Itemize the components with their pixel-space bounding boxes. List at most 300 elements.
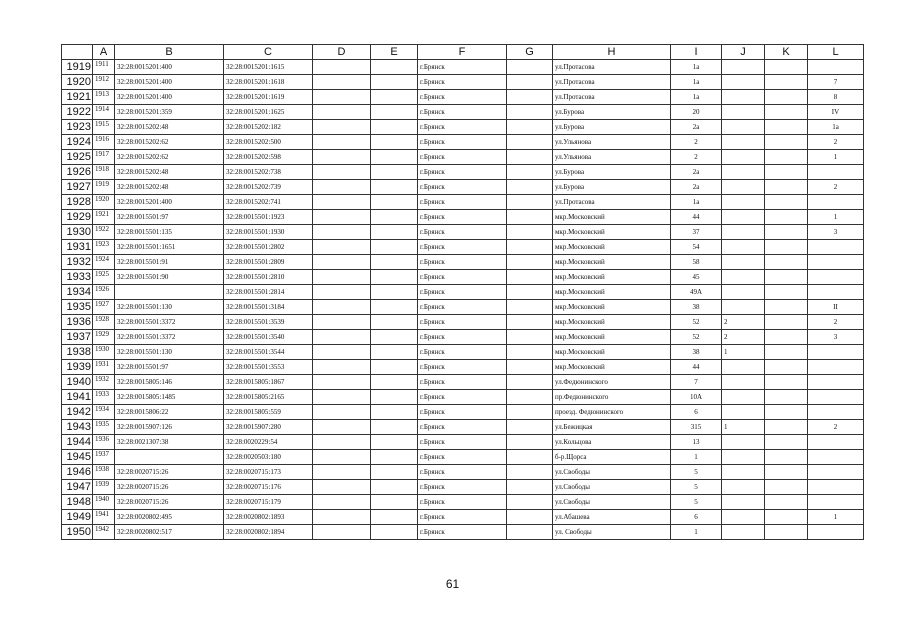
row-number[interactable]: 1929 xyxy=(62,210,93,225)
cell-j[interactable] xyxy=(722,360,765,375)
cell-h[interactable]: мкр.Московский xyxy=(553,345,671,360)
cell-f[interactable]: г.Брянск xyxy=(418,465,507,480)
cell-h[interactable]: мкр.Московский xyxy=(553,300,671,315)
cell-e[interactable] xyxy=(371,120,418,135)
cell-d[interactable] xyxy=(313,330,371,345)
cell-i[interactable]: 2 xyxy=(671,135,722,150)
row-number[interactable]: 1922 xyxy=(62,105,93,120)
cell-e[interactable] xyxy=(371,75,418,90)
cell-f[interactable]: г.Брянск xyxy=(418,120,507,135)
cell-a[interactable]: 1914 xyxy=(93,105,115,120)
cell-d[interactable] xyxy=(313,300,371,315)
cell-f[interactable]: г.Брянск xyxy=(418,480,507,495)
cell-j[interactable] xyxy=(722,120,765,135)
cell-i[interactable]: 45 xyxy=(671,270,722,285)
cell-e[interactable] xyxy=(371,105,418,120)
row-number[interactable]: 1930 xyxy=(62,225,93,240)
row-number[interactable]: 1932 xyxy=(62,255,93,270)
cell-e[interactable] xyxy=(371,225,418,240)
cell-f[interactable]: г.Брянск xyxy=(418,90,507,105)
cell-a[interactable]: 1924 xyxy=(93,255,115,270)
cell-b[interactable]: 32:28:0015202:62 xyxy=(115,150,224,165)
cell-k[interactable] xyxy=(765,180,808,195)
cell-l[interactable]: II xyxy=(808,300,864,315)
cell-d[interactable] xyxy=(313,450,371,465)
cell-h[interactable]: ул.Абашева xyxy=(553,510,671,525)
cell-d[interactable] xyxy=(313,90,371,105)
cell-b[interactable] xyxy=(115,450,224,465)
cell-a[interactable]: 1941 xyxy=(93,510,115,525)
cell-e[interactable] xyxy=(371,165,418,180)
cell-g[interactable] xyxy=(507,165,553,180)
cell-f[interactable]: г.Брянск xyxy=(418,210,507,225)
cell-f[interactable]: г.Брянск xyxy=(418,270,507,285)
cell-a[interactable]: 1930 xyxy=(93,345,115,360)
cell-a[interactable]: 1940 xyxy=(93,495,115,510)
cell-a[interactable]: 1936 xyxy=(93,435,115,450)
cell-d[interactable] xyxy=(313,345,371,360)
cell-d[interactable] xyxy=(313,495,371,510)
cell-g[interactable] xyxy=(507,300,553,315)
cell-c[interactable]: 32:28:0020802:1894 xyxy=(224,525,313,540)
cell-a[interactable]: 1939 xyxy=(93,480,115,495)
cell-h[interactable]: мкр.Московский xyxy=(553,285,671,300)
cell-e[interactable] xyxy=(371,480,418,495)
cell-h[interactable]: проезд. Федюнинского xyxy=(553,405,671,420)
cell-a[interactable]: 1917 xyxy=(93,150,115,165)
cell-h[interactable]: ул.Свободы xyxy=(553,480,671,495)
cell-j[interactable] xyxy=(722,90,765,105)
column-header-b[interactable]: B xyxy=(115,45,224,60)
cell-k[interactable] xyxy=(765,495,808,510)
cell-h[interactable]: мкр.Московский xyxy=(553,330,671,345)
cell-i[interactable]: 5 xyxy=(671,465,722,480)
cell-g[interactable] xyxy=(507,360,553,375)
cell-h[interactable]: мкр.Московский xyxy=(553,315,671,330)
cell-b[interactable]: 32:28:0015202:48 xyxy=(115,180,224,195)
cell-f[interactable]: г.Брянск xyxy=(418,375,507,390)
cell-k[interactable] xyxy=(765,270,808,285)
cell-c[interactable]: 32:28:0015501:2814 xyxy=(224,285,313,300)
cell-f[interactable]: г.Брянск xyxy=(418,195,507,210)
cell-b[interactable]: 32:28:0015202:48 xyxy=(115,120,224,135)
cell-l[interactable]: 2 xyxy=(808,135,864,150)
cell-d[interactable] xyxy=(313,375,371,390)
cell-b[interactable]: 32:28:0015501:1651 xyxy=(115,240,224,255)
cell-f[interactable]: г.Брянск xyxy=(418,525,507,540)
row-number[interactable]: 1924 xyxy=(62,135,93,150)
cell-i[interactable]: 44 xyxy=(671,210,722,225)
cell-j[interactable] xyxy=(722,210,765,225)
cell-c[interactable]: 32:28:0015201:1618 xyxy=(224,75,313,90)
row-number[interactable]: 1942 xyxy=(62,405,93,420)
cell-j[interactable]: 1 xyxy=(722,420,765,435)
row-number[interactable]: 1920 xyxy=(62,75,93,90)
cell-k[interactable] xyxy=(765,375,808,390)
cell-e[interactable] xyxy=(371,405,418,420)
cell-f[interactable]: г.Брянск xyxy=(418,225,507,240)
cell-d[interactable] xyxy=(313,225,371,240)
cell-d[interactable] xyxy=(313,405,371,420)
cell-b[interactable]: 32:28:0015501:90 xyxy=(115,270,224,285)
cell-f[interactable]: г.Брянск xyxy=(418,285,507,300)
cell-l[interactable] xyxy=(808,285,864,300)
cell-b[interactable] xyxy=(115,285,224,300)
cell-j[interactable] xyxy=(722,105,765,120)
cell-a[interactable]: 1926 xyxy=(93,285,115,300)
cell-d[interactable] xyxy=(313,435,371,450)
cell-d[interactable] xyxy=(313,510,371,525)
cell-b[interactable]: 32:28:0015201:400 xyxy=(115,90,224,105)
cell-a[interactable]: 1925 xyxy=(93,270,115,285)
cell-f[interactable]: г.Брянск xyxy=(418,390,507,405)
cell-k[interactable] xyxy=(765,60,808,75)
cell-i[interactable]: 52 xyxy=(671,315,722,330)
cell-h[interactable]: мкр.Московский xyxy=(553,240,671,255)
cell-i[interactable]: 52 xyxy=(671,330,722,345)
row-number[interactable]: 1940 xyxy=(62,375,93,390)
row-number[interactable]: 1935 xyxy=(62,300,93,315)
cell-l[interactable] xyxy=(808,405,864,420)
cell-l[interactable] xyxy=(808,480,864,495)
column-header-k[interactable]: K xyxy=(765,45,808,60)
cell-h[interactable]: ул.Кольцова xyxy=(553,435,671,450)
cell-a[interactable]: 1918 xyxy=(93,165,115,180)
cell-a[interactable]: 1923 xyxy=(93,240,115,255)
cell-f[interactable]: г.Брянск xyxy=(418,60,507,75)
cell-g[interactable] xyxy=(507,60,553,75)
cell-e[interactable] xyxy=(371,345,418,360)
cell-b[interactable]: 32:28:0020715:26 xyxy=(115,495,224,510)
cell-l[interactable] xyxy=(808,165,864,180)
cell-k[interactable] xyxy=(765,450,808,465)
cell-k[interactable] xyxy=(765,150,808,165)
cell-h[interactable]: ул.Ульянова xyxy=(553,135,671,150)
cell-e[interactable] xyxy=(371,255,418,270)
cell-g[interactable] xyxy=(507,435,553,450)
cell-j[interactable] xyxy=(722,300,765,315)
row-number[interactable]: 1949 xyxy=(62,510,93,525)
cell-j[interactable] xyxy=(722,150,765,165)
cell-e[interactable] xyxy=(371,330,418,345)
cell-j[interactable] xyxy=(722,480,765,495)
cell-j[interactable] xyxy=(722,510,765,525)
cell-k[interactable] xyxy=(765,255,808,270)
cell-g[interactable] xyxy=(507,510,553,525)
cell-i[interactable]: 2 xyxy=(671,150,722,165)
cell-d[interactable] xyxy=(313,525,371,540)
row-number[interactable]: 1933 xyxy=(62,270,93,285)
cell-l[interactable]: 2 xyxy=(808,315,864,330)
cell-c[interactable]: 32:28:0015202:182 xyxy=(224,120,313,135)
cell-h[interactable]: ул.Свободы xyxy=(553,495,671,510)
cell-l[interactable]: 8 xyxy=(808,90,864,105)
cell-j[interactable]: 2 xyxy=(722,315,765,330)
cell-c[interactable]: 32:28:0015805:2165 xyxy=(224,390,313,405)
cell-l[interactable]: 2 xyxy=(808,420,864,435)
cell-b[interactable]: 32:28:0015501:97 xyxy=(115,210,224,225)
cell-l[interactable] xyxy=(808,375,864,390)
cell-e[interactable] xyxy=(371,510,418,525)
cell-l[interactable] xyxy=(808,360,864,375)
cell-b[interactable]: 32:28:0015806:22 xyxy=(115,405,224,420)
cell-g[interactable] xyxy=(507,420,553,435)
cell-a[interactable]: 1938 xyxy=(93,465,115,480)
cell-l[interactable] xyxy=(808,390,864,405)
cell-c[interactable]: 32:28:0015501:3540 xyxy=(224,330,313,345)
cell-j[interactable] xyxy=(722,525,765,540)
cell-c[interactable]: 32:28:0015202:739 xyxy=(224,180,313,195)
cell-j[interactable] xyxy=(722,255,765,270)
cell-b[interactable]: 32:28:0020715:26 xyxy=(115,480,224,495)
cell-g[interactable] xyxy=(507,105,553,120)
cell-c[interactable]: 32:28:0015201:1615 xyxy=(224,60,313,75)
cell-j[interactable]: 2 xyxy=(722,330,765,345)
cell-g[interactable] xyxy=(507,525,553,540)
cell-j[interactable] xyxy=(722,270,765,285)
cell-l[interactable]: 7 xyxy=(808,75,864,90)
cell-f[interactable]: г.Брянск xyxy=(418,255,507,270)
cell-a[interactable]: 1911 xyxy=(93,60,115,75)
cell-l[interactable] xyxy=(808,270,864,285)
cell-i[interactable]: 49А xyxy=(671,285,722,300)
cell-f[interactable]: г.Брянск xyxy=(418,240,507,255)
cell-f[interactable]: г.Брянск xyxy=(418,135,507,150)
cell-b[interactable]: 32:28:0015501:130 xyxy=(115,345,224,360)
cell-b[interactable]: 32:28:0015805:1485 xyxy=(115,390,224,405)
cell-d[interactable] xyxy=(313,105,371,120)
cell-e[interactable] xyxy=(371,495,418,510)
cell-l[interactable]: 1 xyxy=(808,210,864,225)
cell-i[interactable]: 44 xyxy=(671,360,722,375)
cell-e[interactable] xyxy=(371,210,418,225)
row-number[interactable]: 1926 xyxy=(62,165,93,180)
cell-l[interactable] xyxy=(808,465,864,480)
cell-h[interactable]: ул.Протасова xyxy=(553,195,671,210)
cell-a[interactable]: 1931 xyxy=(93,360,115,375)
cell-g[interactable] xyxy=(507,255,553,270)
column-header-i[interactable]: I xyxy=(671,45,722,60)
cell-b[interactable]: 32:28:0015907:126 xyxy=(115,420,224,435)
cell-e[interactable] xyxy=(371,240,418,255)
cell-h[interactable]: ул.Бежицкая xyxy=(553,420,671,435)
cell-h[interactable]: ул.Бурова xyxy=(553,165,671,180)
cell-g[interactable] xyxy=(507,450,553,465)
cell-d[interactable] xyxy=(313,150,371,165)
cell-c[interactable]: 32:28:0015501:3539 xyxy=(224,315,313,330)
cell-l[interactable] xyxy=(808,345,864,360)
cell-e[interactable] xyxy=(371,315,418,330)
cell-a[interactable]: 1913 xyxy=(93,90,115,105)
cell-k[interactable] xyxy=(765,405,808,420)
cell-e[interactable] xyxy=(371,270,418,285)
cell-j[interactable] xyxy=(722,225,765,240)
cell-e[interactable] xyxy=(371,525,418,540)
cell-h[interactable]: ул.Федюнинского xyxy=(553,375,671,390)
cell-j[interactable] xyxy=(722,465,765,480)
row-number[interactable]: 1945 xyxy=(62,450,93,465)
cell-h[interactable]: пр.Федюнинского xyxy=(553,390,671,405)
cell-k[interactable] xyxy=(765,165,808,180)
row-number[interactable]: 1919 xyxy=(62,60,93,75)
cell-f[interactable]: г.Брянск xyxy=(418,150,507,165)
cell-i[interactable]: 38 xyxy=(671,345,722,360)
row-number[interactable]: 1927 xyxy=(62,180,93,195)
cell-c[interactable]: 32:28:0015501:2802 xyxy=(224,240,313,255)
cell-l[interactable] xyxy=(808,450,864,465)
cell-h[interactable]: мкр.Московский xyxy=(553,255,671,270)
cell-h[interactable]: ул.Ульянова xyxy=(553,150,671,165)
row-number[interactable]: 1939 xyxy=(62,360,93,375)
cell-f[interactable]: г.Брянск xyxy=(418,435,507,450)
cell-k[interactable] xyxy=(765,225,808,240)
cell-l[interactable]: 2 xyxy=(808,180,864,195)
cell-j[interactable] xyxy=(722,165,765,180)
cell-a[interactable]: 1942 xyxy=(93,525,115,540)
cell-d[interactable] xyxy=(313,210,371,225)
cell-l[interactable] xyxy=(808,255,864,270)
cell-j[interactable]: 1 xyxy=(722,345,765,360)
cell-d[interactable] xyxy=(313,465,371,480)
cell-a[interactable]: 1912 xyxy=(93,75,115,90)
cell-g[interactable] xyxy=(507,345,553,360)
cell-l[interactable] xyxy=(808,525,864,540)
cell-f[interactable]: г.Брянск xyxy=(418,300,507,315)
cell-h[interactable]: ул.Бурова xyxy=(553,120,671,135)
cell-b[interactable]: 32:28:0015202:48 xyxy=(115,165,224,180)
row-number[interactable]: 1936 xyxy=(62,315,93,330)
cell-d[interactable] xyxy=(313,195,371,210)
cell-k[interactable] xyxy=(765,135,808,150)
column-header-l[interactable]: L xyxy=(808,45,864,60)
row-number[interactable]: 1938 xyxy=(62,345,93,360)
cell-k[interactable] xyxy=(765,345,808,360)
cell-e[interactable] xyxy=(371,450,418,465)
cell-a[interactable]: 1919 xyxy=(93,180,115,195)
cell-d[interactable] xyxy=(313,390,371,405)
cell-k[interactable] xyxy=(765,300,808,315)
column-header-d[interactable]: D xyxy=(313,45,371,60)
cell-c[interactable]: 32:28:0015202:598 xyxy=(224,150,313,165)
row-number[interactable]: 1934 xyxy=(62,285,93,300)
row-number[interactable]: 1931 xyxy=(62,240,93,255)
cell-e[interactable] xyxy=(371,60,418,75)
cell-f[interactable]: г.Брянск xyxy=(418,420,507,435)
cell-b[interactable]: 32:28:0020715:26 xyxy=(115,465,224,480)
cell-d[interactable] xyxy=(313,360,371,375)
cell-l[interactable] xyxy=(808,195,864,210)
cell-b[interactable]: 32:28:0015501:3372 xyxy=(115,330,224,345)
cell-k[interactable] xyxy=(765,480,808,495)
cell-k[interactable] xyxy=(765,240,808,255)
cell-d[interactable] xyxy=(313,135,371,150)
cell-f[interactable]: г.Брянск xyxy=(418,330,507,345)
cell-h[interactable]: ул.Бурова xyxy=(553,105,671,120)
cell-j[interactable] xyxy=(722,435,765,450)
row-number[interactable]: 1950 xyxy=(62,525,93,540)
column-header-a[interactable]: A xyxy=(93,45,115,60)
cell-g[interactable] xyxy=(507,225,553,240)
cell-k[interactable] xyxy=(765,195,808,210)
cell-k[interactable] xyxy=(765,90,808,105)
cell-g[interactable] xyxy=(507,285,553,300)
cell-c[interactable]: 32:28:0015201:1619 xyxy=(224,90,313,105)
cell-l[interactable]: 1а xyxy=(808,120,864,135)
cell-f[interactable]: г.Брянск xyxy=(418,450,507,465)
cell-k[interactable] xyxy=(765,315,808,330)
cell-c[interactable]: 32:28:0020229:54 xyxy=(224,435,313,450)
cell-a[interactable]: 1932 xyxy=(93,375,115,390)
cell-c[interactable]: 32:28:0015202:741 xyxy=(224,195,313,210)
cell-b[interactable]: 32:28:0015501:135 xyxy=(115,225,224,240)
cell-i[interactable]: 1а xyxy=(671,60,722,75)
cell-c[interactable]: 32:28:0015201:1625 xyxy=(224,105,313,120)
cell-b[interactable]: 32:28:0015202:62 xyxy=(115,135,224,150)
corner-cell[interactable] xyxy=(62,45,93,60)
cell-d[interactable] xyxy=(313,60,371,75)
cell-j[interactable] xyxy=(722,450,765,465)
cell-h[interactable]: мкр.Московский xyxy=(553,225,671,240)
cell-j[interactable] xyxy=(722,135,765,150)
cell-h[interactable]: б-р.Щорса xyxy=(553,450,671,465)
cell-a[interactable]: 1915 xyxy=(93,120,115,135)
cell-f[interactable]: г.Брянск xyxy=(418,75,507,90)
cell-d[interactable] xyxy=(313,480,371,495)
cell-c[interactable]: 32:28:0015501:3553 xyxy=(224,360,313,375)
cell-k[interactable] xyxy=(765,105,808,120)
cell-d[interactable] xyxy=(313,240,371,255)
cell-l[interactable]: 3 xyxy=(808,330,864,345)
cell-b[interactable]: 32:28:0015201:400 xyxy=(115,60,224,75)
cell-e[interactable] xyxy=(371,465,418,480)
row-number[interactable]: 1937 xyxy=(62,330,93,345)
cell-j[interactable] xyxy=(722,180,765,195)
row-number[interactable]: 1943 xyxy=(62,420,93,435)
cell-c[interactable]: 32:28:0015501:1923 xyxy=(224,210,313,225)
cell-c[interactable]: 32:28:0015202:500 xyxy=(224,135,313,150)
cell-a[interactable]: 1935 xyxy=(93,420,115,435)
cell-b[interactable]: 32:28:0015501:97 xyxy=(115,360,224,375)
cell-h[interactable]: мкр.Московский xyxy=(553,210,671,225)
cell-i[interactable]: 10А xyxy=(671,390,722,405)
cell-d[interactable] xyxy=(313,285,371,300)
cell-k[interactable] xyxy=(765,285,808,300)
cell-e[interactable] xyxy=(371,435,418,450)
cell-e[interactable] xyxy=(371,180,418,195)
cell-f[interactable]: г.Брянск xyxy=(418,510,507,525)
column-header-f[interactable]: F xyxy=(418,45,507,60)
cell-g[interactable] xyxy=(507,495,553,510)
cell-j[interactable] xyxy=(722,60,765,75)
cell-i[interactable]: 37 xyxy=(671,225,722,240)
cell-g[interactable] xyxy=(507,135,553,150)
cell-k[interactable] xyxy=(765,420,808,435)
cell-g[interactable] xyxy=(507,210,553,225)
cell-d[interactable] xyxy=(313,120,371,135)
cell-e[interactable] xyxy=(371,360,418,375)
cell-b[interactable]: 32:28:0015201:359 xyxy=(115,105,224,120)
cell-g[interactable] xyxy=(507,270,553,285)
cell-c[interactable]: 32:28:0020715:176 xyxy=(224,480,313,495)
cell-g[interactable] xyxy=(507,195,553,210)
cell-l[interactable] xyxy=(808,495,864,510)
cell-c[interactable]: 32:28:0015907:280 xyxy=(224,420,313,435)
cell-i[interactable]: 58 xyxy=(671,255,722,270)
cell-g[interactable] xyxy=(507,180,553,195)
cell-d[interactable] xyxy=(313,180,371,195)
row-number[interactable]: 1948 xyxy=(62,495,93,510)
cell-f[interactable]: г.Брянск xyxy=(418,495,507,510)
